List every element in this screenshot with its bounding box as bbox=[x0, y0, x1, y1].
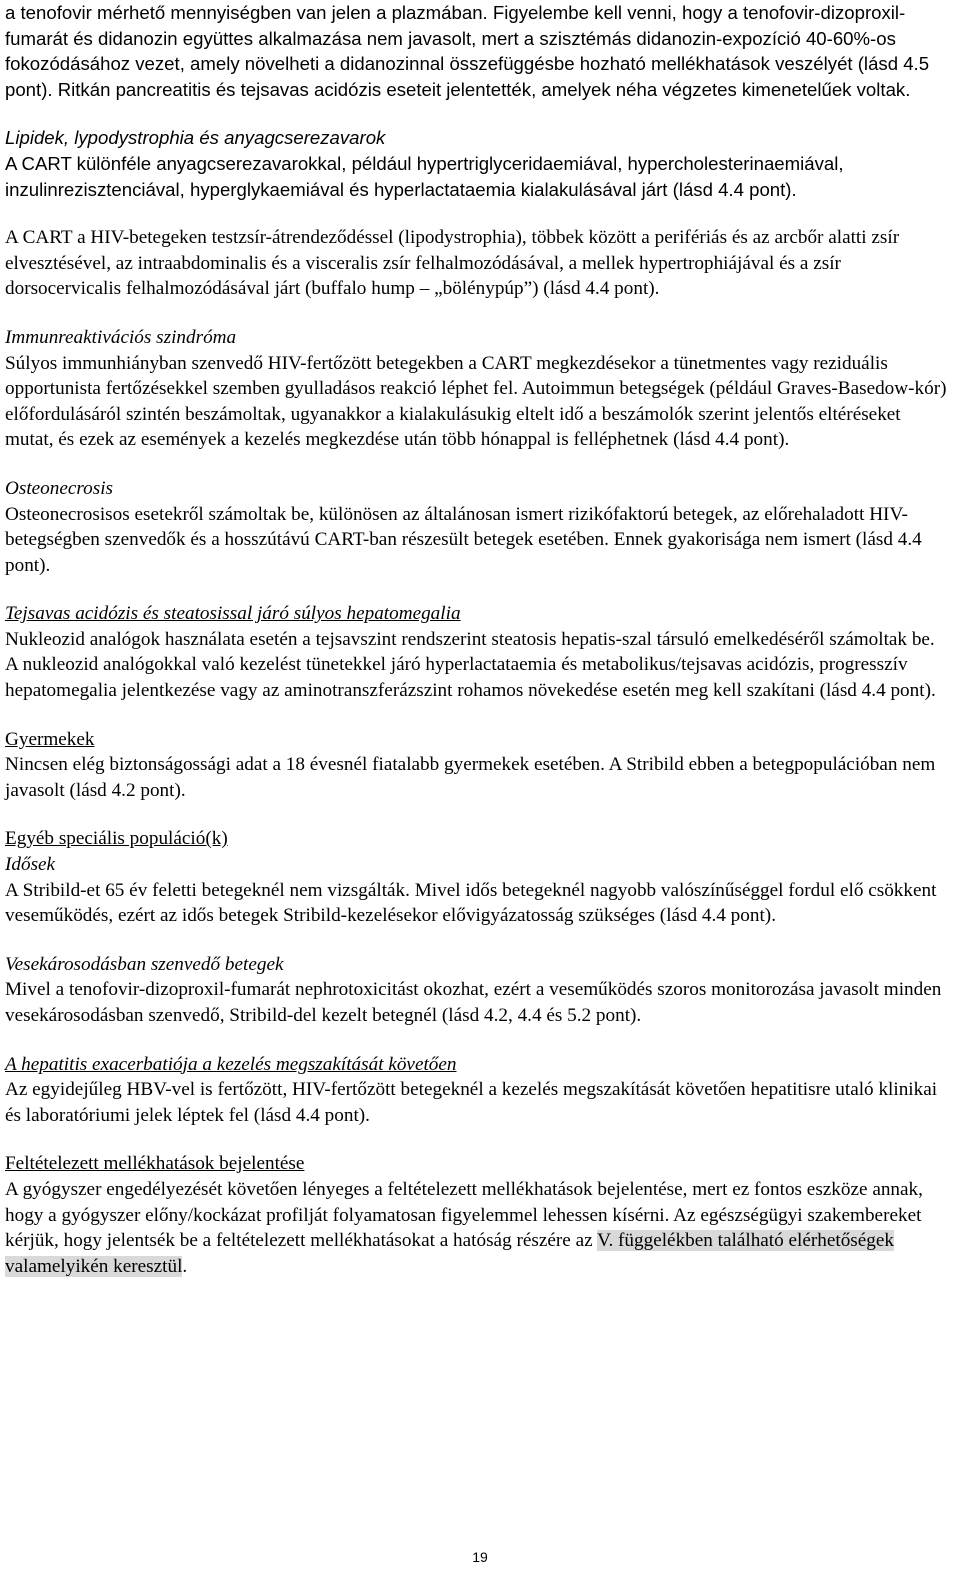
lactic-paragraph: Nukleozid analógok használata esetén a tejsavszint rendszerint steatosis hepatis-szal társuló emelkedéséről számoltak be. A nukleozid analógokkal való kezelést tünetekkel járó hyperlactataemia és metabolikus/tejsavas acidózis, progresszív hepatomegalia jelentkezése vagy az aminotranszferázszint rohamos növekedése esetén meg kell szakítani (lásd 4.4 pont). bbox=[5, 628, 936, 702]
intro-text: a tenofovir mérhető mennyiségben van jelen a plazmában. Figyelembe kell venni, hogy a tenofovir-dizoproxil-fumarát és didanozin együttes alkalmazása nem javasolt, mert a szisztémás didanozin-expozíció 40-60%-os fokozódásához vezet, amely növelheti a didanozinnal összefüggésbe hozható mellékhatások veszélyét (lásd 4.5 pont). Ritkán pancreatitis és tejsavas acidózis eseteit jelentették, amelyek néha végzetes kimenetelűek voltak. bbox=[5, 2, 930, 100]
immune-paragraph: Súlyos immunhiányban szenvedő HIV-fertőzött betegekben a CART megkezdésekor a tünetmentes vagy reziduális opportunista fertőzésekkel szemben gyulladásos reakció léphet fel. Autoimmun betegségek (például Graves-Basedow-kór) előfordulásáról szintén beszámoltak, ugyanakkor a kialakulásukig eltelt idő a beszámolók szerint jelentős eltéréseket mutat, és ezek az események a kezelés megkezdése után több hónappal is felléphetnek (lásd 4.4 pont). bbox=[5, 352, 947, 451]
elderly-paragraph: A Stribild-et 65 év feletti betegeknél nem vizsgálták. Mivel idős betegeknél nagyobb valószínűséggel fordul elő csökkent veseműködés, ezért az idős betegek Stribild-kezelésekor elővigyázatosság szükséges (lásd 4.4 pont). bbox=[5, 879, 937, 927]
hepatitis-heading: A hepatitis exacerbatiója a kezelés megszakítását követően bbox=[5, 1053, 457, 1075]
reporting-paragraph bbox=[5, 1177, 950, 1279]
osteo-paragraph: Osteonecrosisos esetekről számoltak be, különösen az általánosan ismert rizikófaktorú betegek, az előrehaladott HIV-betegségben szenvedők és a hosszútávú CART-ban részesült betegek esetében. Ennek gyakorisága nem ismert (lásd 4.4 pont). bbox=[5, 503, 922, 576]
hepatitis-paragraph: Az egyidejűleg HBV-vel is fertőzött, HIV-fertőzött betegeknél a kezelés megszakítását követően hepatitisre utaló klinikai és laboratóriumi jelek léptek fel (lásd 4.4 pont). bbox=[5, 1079, 938, 1126]
lipids-paragraph-2: A CART a HIV-betegeken testzsír-átrendeződéssel (lipodystrophia), többek között a perifériás és az arcbőr alatti zsír elvesztésével, az intraabdominalis és a visceralis zsír felhalmozódásával, a mellek hypertrophiájával és a zsír dorsocervicalis felhalmozódásával járt (buffalo hump – „bölénypúp”) (lásd 4.4 pont). bbox=[5, 227, 900, 300]
immune-heading: Immunreaktivációs szindróma bbox=[5, 326, 237, 348]
renal-paragraph: Mivel a tenofovir-dizoproxil-fumarát nephrotoxicitást okozhat, ezért a veseműködés szoros monitorozása javasolt minden vesekárosodásban szenvedő, Stribild-del kezelt betegnél (lásd 4.2, 4.4 és 5.2 pont). bbox=[5, 979, 942, 1026]
reporting-heading: Feltételezett mellékhatások bejelentése bbox=[5, 1153, 305, 1175]
renal-heading: Vesekárosodásban szenvedő betegek bbox=[5, 953, 284, 975]
children-paragraph: Nincsen elég biztonságossági adat a 18 évesnél fiatalabb gyermekek esetében. A Stribild ebben a betegpopulációban nem javasolt (lásd 4.2 pont). bbox=[5, 754, 936, 801]
lipids-heading: Lipidek, lypodystrophia és anyagcserezavarok bbox=[5, 127, 386, 149]
appendix-v-link[interactable]: V. függelékben található elérhetőségek valamelyikén keresztül bbox=[5, 1230, 894, 1277]
reporting-end: . bbox=[182, 1255, 188, 1277]
osteo-heading: Osteonecrosis bbox=[5, 477, 114, 499]
document-page bbox=[5, 0, 950, 1279]
special-heading: Egyéb speciális populáció(k) bbox=[5, 828, 228, 850]
page-number: 19 bbox=[472, 1549, 488, 1565]
intro-paragraph bbox=[5, 0, 950, 102]
reporting-text: A gyógyszer engedélyezését követően lényeges a feltételezett mellékhatások bejelentése, mert ez fontos eszköze annak, hogy a gyógyszer előny/kockázat profilját folyamatosan figyelemmel lehessen kísérni. Az egészségügyi szakembereket kérjük, hogy jelentsék be a feltételezett mellékhatásokat a hatóság részére az bbox=[5, 1178, 923, 1252]
children-heading: Gyermekek bbox=[5, 728, 95, 750]
lipids-paragraph-1: A CART különféle anyagcserezavarokkal, például hypertriglyceridaemiával, hypercholesterinaemiával, inzulinrezisztenciával, hyperglykaemiával és hyperlactataemia kialakulásával járt (lásd 4.4 pont). bbox=[5, 152, 844, 200]
lactic-heading: Tejsavas acidózis és steatosissal járó súlyos hepatomegalia bbox=[5, 603, 461, 625]
elderly-heading: Idősek bbox=[5, 854, 56, 876]
